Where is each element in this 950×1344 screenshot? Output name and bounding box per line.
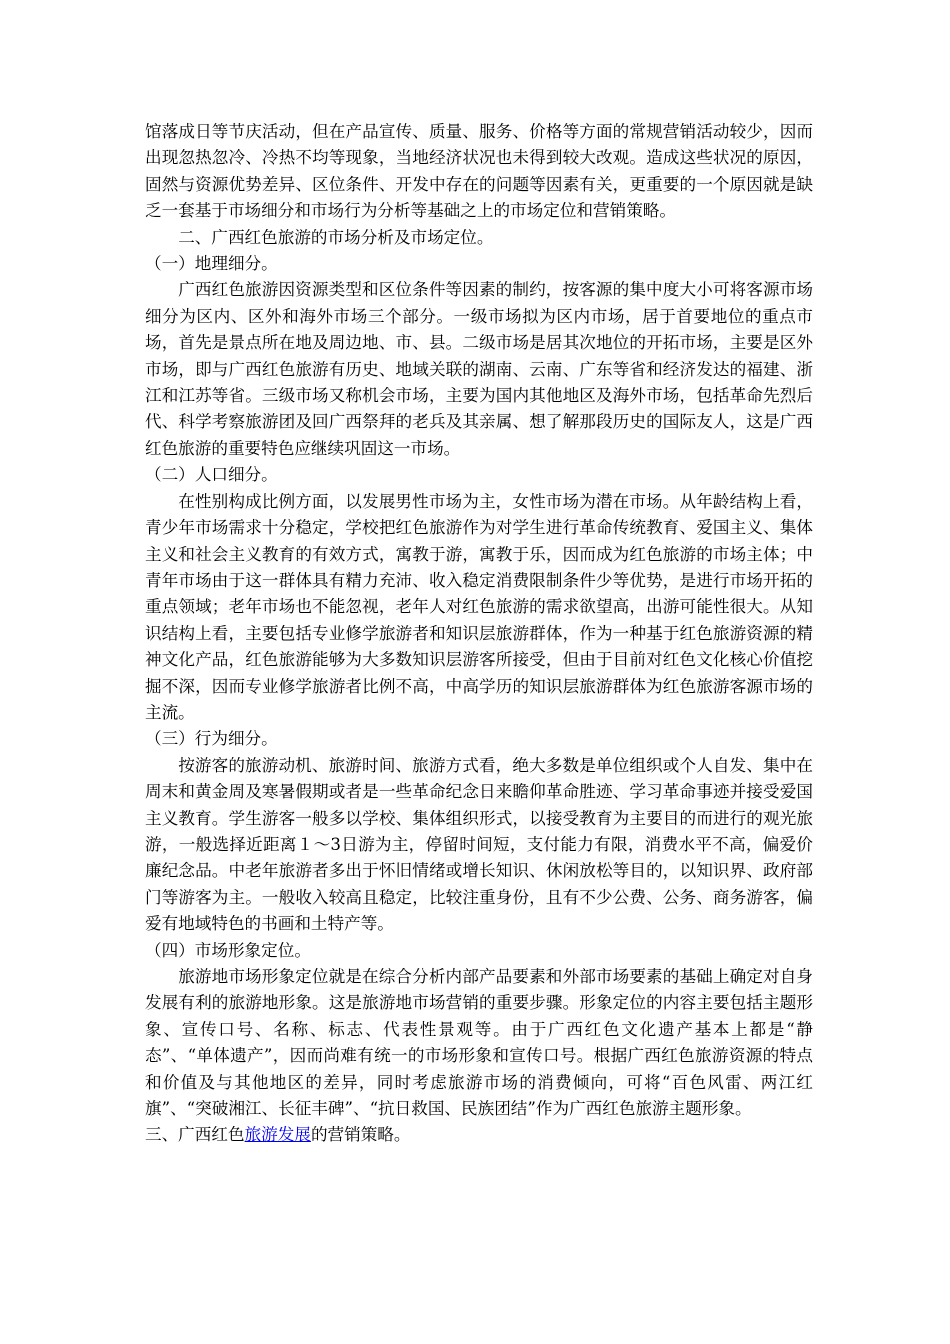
section-2-heading: 二、广西红色旅游的市场分析及市场定位。 (178, 227, 494, 247)
section-3-prefix: 三、广西红色 (145, 1125, 245, 1145)
tourism-development-link[interactable]: 旅游发展 (244, 1125, 311, 1145)
subsection-1-body: 广西红色旅游因资源类型和区位条件等因素的制约，按客源的集中度大小可将客源市场细分为区内、区外和海外市场三个部分。一级市场拟为区内市场，居于首要地位的重点市场，首先是景点所在地及周边地、市、县。二级市场是居其次地位的开拓市场，主要是区外市场，即与广西红色旅游有历史、地域关联的湖南、云南、广东等省和经济发达的福建、浙江和江苏等省。三级市场又称机会市场，主要为国内其他地区及海外市场，包括革命先烈后代、科学考察旅游团及回广西祭拜的老兵及其亲属、想了解那段历史的国际友人，这是广西红色旅游的重要特色应继续巩固这一市场。 (145, 280, 813, 458)
subsection-3-heading: （三）行为细分。 (145, 729, 278, 749)
subsection-3-body: 按游客的旅游动机、旅游时间、旅游方式看，绝大多数是单位组织或个人自发、集中在周末和黄金周及寒暑假期或者是一些革命纪念日来瞻仰革命胜迹、学习革命事迹并接受爱国主义教育。学生游客一般多以学校、集体组织形式，以接受教育为主要目的而进行的观光旅游，一般选择近距离１～3日游为主，停留时间短，支付能力有限，消费水平不高，偏爱价廉纪念品。中老年旅游者多出于怀旧情绪或增长知识、休闲放松等目的，以知识界、政府部门等游客为主。一般收入较高且稳定，比较注重身份，且有不少公费、公务、商务游客，偏爱有地域特色的书画和土特产等。 (145, 755, 813, 934)
subsection-4-heading: （四）市场形象定位。 (145, 940, 311, 960)
section-3-heading (145, 1122, 813, 1148)
subsection-1-heading: （一）地理细分。 (145, 254, 278, 274)
intro-paragraph: 馆落成日等节庆活动，但在产品宣传、质量、服务、价格等方面的常规营销活动较少，因而出现忽热忽冷、冷热不均等现象，当地经济状况也未得到较大改观。造成这些状况的原因，固然与资源优势差异、区位条件、开发中存在的问题等因素有关，更重要的一个原因就是缺乏一套基于市场细分和市场行为分析等基础之上的市场定位和营销策略。 (145, 122, 813, 221)
section-3-suffix: 的营销策略。 (310, 1125, 411, 1145)
subsection-4-body: 旅游地市场形象定位就是在综合分析内部产品要素和外部市场要素的基础上确定对自身发展有利的旅游地形象。这是旅游地市场营销的重要步骤。形象定位的内容主要包括主题形象、宣传口号、名称、标志、代表性景观等。由于广西红色文化遗产基本上都是“静态”、“单体遗产”，因而尚难有统一的市场形象和宣传口号。根据广西红色旅游资源的特点和价值及与其他地区的差异，同时考虑旅游市场的消费倾向，可将“百色风雷、两江红旗”、“突破湘江、长征丰碑”、“抗日救国、民族团结”作为广西红色旅游主题形象。 (145, 967, 813, 1119)
document-page (145, 119, 813, 1149)
subsection-2-heading: （二）人口细分。 (145, 465, 278, 485)
subsection-2-body: 在性别构成比例方面，以发展男性市场为主，女性市场为潜在市场。从年龄结构上看，青少年市场需求十分稳定，学校把红色旅游作为对学生进行革命传统教育、爱国主义、集体主义和社会主义教育的有效方式，寓教于游，寓教于乐，因而成为红色旅游的市场主体；中青年市场由于这一群体具有精力充沛、收入稳定消费限制条件少等优势，是进行市场开拓的重点领域；老年市场也不能忽视，老年人对红色旅游的需求欲望高，出游可能性很大。从知识结构上看，主要包括专业修学旅游者和知识层旅游群体，作为一种基于红色旅游资源的精神文化产品，红色旅游能够为大多数知识层游客所接受，但由于目前对红色文化核心价值挖掘不深，因而专业修学旅游者比例不高，中高学历的知识层旅游群体为红色旅游客源市场的主流。 (145, 491, 813, 722)
